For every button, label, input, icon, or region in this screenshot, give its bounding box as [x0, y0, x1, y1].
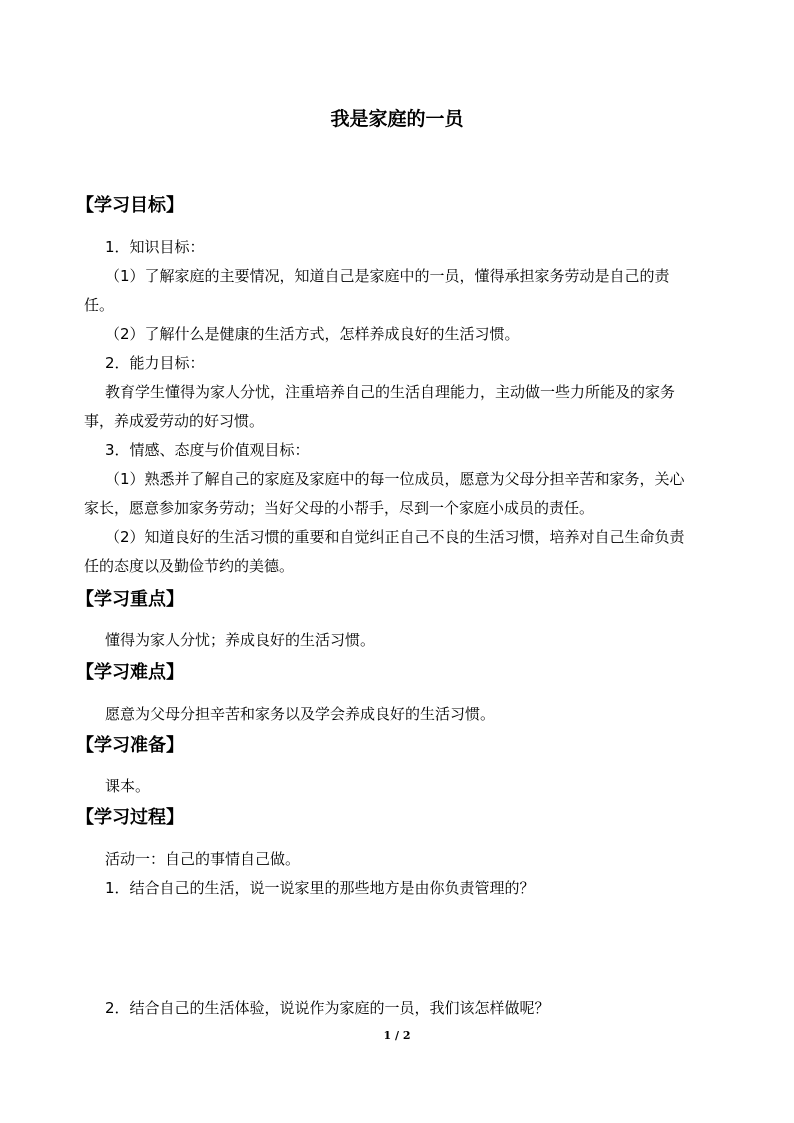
section-heading-key-points: 【学习重点】: [76, 589, 184, 610]
objective-line: 家长，愿意参加家务劳动；当好父母的小帮手，尽到一个家庭小成员的责任。: [84, 499, 595, 517]
page-indicator: 1 / 2: [383, 1029, 411, 1042]
objective-line: 任的态度以及勤俭节约的美德。: [84, 557, 295, 575]
key-point-line: 懂得为家人分忧；养成良好的生活习惯。: [105, 631, 376, 649]
objective-line: （1）了解家庭的主要情况，知道自己是家庭中的一员，懂得承担家务劳动是自己的责: [105, 267, 670, 285]
objective-line: 2．能力目标：: [105, 354, 205, 372]
objective-line: 事，养成爱劳动的好习惯。: [84, 412, 265, 430]
objective-line: 3．情感、态度与价值观目标：: [105, 441, 310, 459]
section-heading-process: 【学习过程】: [76, 807, 184, 828]
objective-line: （1）熟悉并了解自己的家庭及家庭中的每一位成员，愿意为父母分担辛苦和家务，关心: [105, 470, 685, 488]
preparation-line: 课本。: [105, 777, 151, 795]
section-heading-preparation: 【学习准备】: [76, 735, 184, 756]
objective-line: 任。: [84, 296, 115, 314]
section-heading-difficulties: 【学习难点】: [76, 662, 184, 683]
process-line: 2．结合自己的生活体验，说说作为家庭的一员，我们该怎样做呢？: [105, 999, 550, 1017]
objective-line: 教育学生懂得为家人分忧，注重培养自己的生活自理能力，主动做一些力所能及的家务: [105, 383, 676, 401]
process-line: 1．结合自己的生活，说一说家里的那些地方是由你负责管理的？: [105, 879, 535, 897]
objective-line: （2）知道良好的生活习惯的重要和自觉纠正自己不良的生活习惯，培养对自己生命负责: [105, 528, 685, 546]
difficulty-line: 愿意为父母分担辛苦和家务以及学会养成良好的生活习惯。: [105, 705, 496, 723]
document-title: 我是家庭的一员: [330, 108, 464, 130]
process-line: 活动一：自己的事情自己做。: [105, 850, 301, 868]
objective-line: （2）了解什么是健康的生活方式，怎样养成良好的生活习惯。: [105, 325, 520, 343]
objective-line: 1．知识目标：: [105, 238, 205, 256]
section-heading-objectives: 【学习目标】: [76, 195, 184, 216]
